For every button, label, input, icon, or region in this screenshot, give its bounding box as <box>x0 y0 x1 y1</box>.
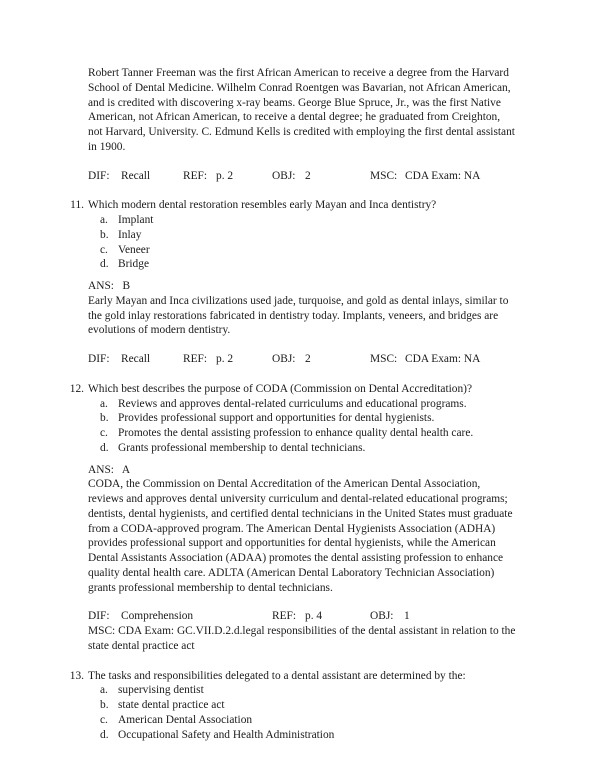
option-item[interactable] <box>88 411 538 426</box>
question-block-13 <box>62 669 515 743</box>
spacer <box>62 595 515 609</box>
option-text: Bridge <box>118 258 150 271</box>
question-block-11 <box>62 198 515 367</box>
msc-label: MSC: <box>88 625 116 637</box>
option-letter: c. <box>100 427 108 439</box>
metadata-msc-12 <box>88 624 520 654</box>
option-letter: d. <box>100 258 109 271</box>
answer-line-11 <box>88 279 515 294</box>
rationale-paragraph-11: Early Mayan and Inca civilizations used jade, turquoise, and gold as dental inlays, similar to the gold inlay restorations fabricated in dentistry today. Implants, veneers, and bridges are evolutions of modern dentistry. <box>88 294 509 337</box>
option-item[interactable] <box>88 698 538 713</box>
spacer <box>62 183 515 198</box>
option-letter: b. <box>100 412 109 425</box>
obj-label: OBJ: <box>370 610 394 623</box>
option-letter: b. <box>100 228 109 241</box>
obj-label: OBJ: <box>272 169 296 182</box>
msc-label: MSC: <box>370 353 398 365</box>
option-text: Reviews and approves dental-related curriculums and educational programs. <box>118 397 467 410</box>
dif-value: Recall <box>121 353 151 365</box>
option-item[interactable] <box>88 397 538 412</box>
option-item[interactable] <box>88 426 538 441</box>
ans-label: ANS: <box>88 280 114 292</box>
msc-label: MSC: <box>370 169 398 182</box>
option-letter: c. <box>100 243 108 256</box>
obj-value: 2 <box>305 169 311 182</box>
option-list-11 <box>88 213 515 272</box>
msc-value: CDA Exam: NA <box>405 169 481 182</box>
option-text: supervising dentist <box>118 684 204 697</box>
dif-value: Comprehension <box>121 610 194 623</box>
metadata-line-11 <box>88 352 528 367</box>
dif-label: DIF: <box>88 353 110 365</box>
option-letter: a. <box>100 684 108 697</box>
option-item[interactable] <box>88 441 538 456</box>
option-letter: d. <box>100 441 109 454</box>
question-block-12 <box>62 382 515 654</box>
obj-label: OBJ: <box>272 353 296 365</box>
ref-label: REF: <box>272 610 297 623</box>
ref-value: p. 2 <box>216 353 234 365</box>
option-text: Implant <box>118 214 154 226</box>
option-item[interactable] <box>88 243 538 258</box>
question-number-12: 12. <box>69 382 84 395</box>
ans-value: A <box>121 463 131 476</box>
option-letter: a. <box>100 397 108 410</box>
ans-value: B <box>122 280 131 292</box>
dif-value: Recall <box>121 169 151 182</box>
question-text-12: Which best describes the purpose of CODA (Commission on Dental Accreditation)? <box>88 382 473 395</box>
option-text: Promotes the dental assisting profession to enhance quality dental health care. <box>118 427 474 439</box>
question-text-11: Which modern dental restoration resembles early Mayan and Inca dentistry? <box>88 199 437 212</box>
msc-value: CDA Exam: NA <box>405 353 481 365</box>
option-text: state dental practice act <box>118 699 225 711</box>
option-list-12 <box>88 397 515 456</box>
question-number-13: 13. <box>69 669 84 682</box>
spacer <box>62 654 515 669</box>
option-text: Veneer <box>118 243 150 256</box>
option-letter: a. <box>100 214 108 226</box>
dif-label: DIF: <box>88 610 110 623</box>
option-item[interactable] <box>88 257 538 272</box>
option-item[interactable] <box>88 213 538 228</box>
option-item[interactable] <box>88 228 538 243</box>
option-letter: d. <box>100 728 109 741</box>
question-number-11: 11. <box>70 199 84 212</box>
spacer <box>62 155 515 169</box>
option-text: Provides professional support and opportunities for dental hygienists. <box>118 412 435 425</box>
spacer <box>62 272 515 279</box>
question-stem-12 <box>62 382 541 397</box>
option-item[interactable] <box>88 713 538 728</box>
obj-value: 1 <box>404 610 410 623</box>
option-item[interactable] <box>88 728 538 743</box>
msc-value: CDA Exam: GC.VII.D.2.d.legal responsibilities of the dental assistant in relation to the state dental practice act <box>88 625 516 652</box>
rationale-paragraph-top: Robert Tanner Freeman was the first African American to receive a degree from the Harvard School of Dental Medicine. Wilhelm Conrad Roentgen was Bavarian, not African American, and is credited with discovering x-ray beams. George Blue Spruce, Jr., was the first Native American, not African American, to receive a dental degree; he graduated from Creighton, not Harvard, University. C. Edmund Kells is credited with employing the first dental assistant in 1900. <box>88 67 515 153</box>
option-letter: c. <box>100 713 108 726</box>
option-text: Grants professional membership to dental technicians. <box>118 441 366 454</box>
ref-value: p. 4 <box>305 610 323 623</box>
ans-label: ANS: <box>88 463 114 476</box>
ref-value: p. 2 <box>216 169 234 182</box>
spacer <box>62 338 515 352</box>
ref-label: REF: <box>183 169 208 182</box>
ref-label: REF: <box>183 353 208 365</box>
metadata-line-top <box>88 169 528 184</box>
question-stem-11 <box>62 198 541 213</box>
option-text: American Dental Association <box>118 713 253 726</box>
rationale-paragraph-12: CODA, the Commission on Dental Accreditation of the American Dental Association, reviews and approves dental university curriculum and dental-related educational programs; dentists, dental hygienists, and certified dental technicians in the United States must graduate from a CODA-approved program. The American Dental Hygienists Association (ADHA) provides professional support and opportunities for dental hygienists, while the American Dental Assistants Association (ADAA) promotes the dental assisting profession to enhance quality dental health care. ADLTA (American Dental Laboratory Technician Association) grants professional membership to dental technicians. <box>88 478 513 594</box>
question-text-13: The tasks and responsibilities delegated to a dental assistant are determined by the: <box>88 669 466 682</box>
obj-value: 2 <box>305 353 311 365</box>
spacer <box>62 456 515 463</box>
option-text: Occupational Safety and Health Administration <box>118 728 335 741</box>
option-letter: b. <box>100 699 109 711</box>
answer-line-12 <box>88 463 515 478</box>
dif-label: DIF: <box>88 169 110 182</box>
spacer <box>62 367 515 382</box>
option-list-13 <box>88 683 515 742</box>
metadata-line-12 <box>88 609 528 624</box>
option-item[interactable] <box>88 683 538 698</box>
option-text: Inlay <box>118 228 142 241</box>
question-stem-13 <box>62 669 541 684</box>
